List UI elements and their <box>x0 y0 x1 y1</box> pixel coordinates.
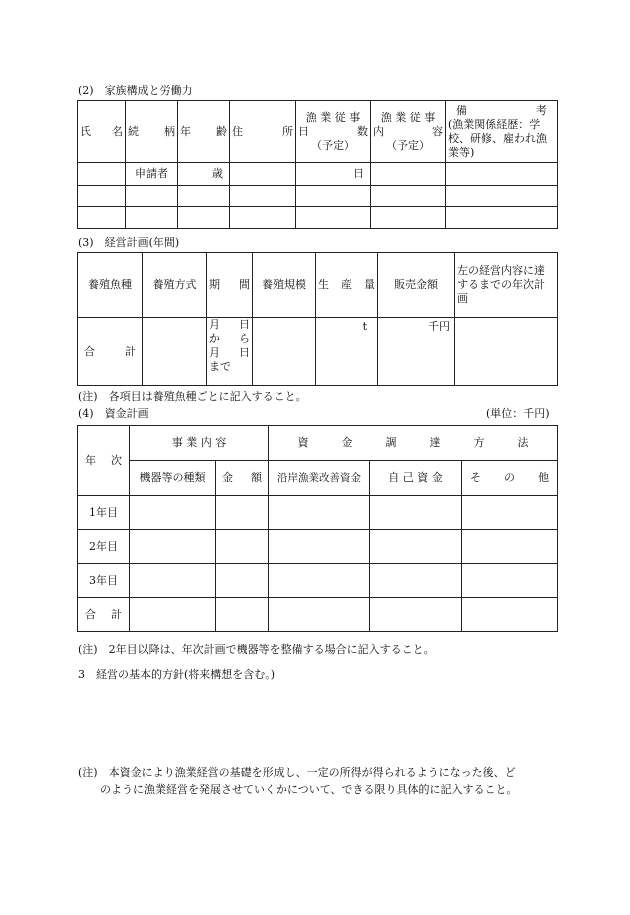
header-coastal-loan: 沿岸漁業改善資金 <box>269 461 370 496</box>
cell[interactable] <box>462 530 558 564</box>
cell[interactable] <box>296 207 371 229</box>
family-row <box>78 186 558 207</box>
header-period: 期 間 <box>207 253 253 318</box>
cell[interactable] <box>370 530 462 564</box>
cell[interactable] <box>216 598 269 632</box>
family-row <box>78 207 558 229</box>
header-equipment-kind: 機器等の種類 <box>130 461 216 496</box>
cell[interactable] <box>178 207 230 229</box>
cell[interactable] <box>126 186 178 207</box>
family-row <box>78 163 558 186</box>
cell[interactable] <box>371 186 446 207</box>
header-relation: 続 柄 <box>126 101 178 163</box>
header-scale: 養殖規模 <box>253 253 316 318</box>
plan-heading: (3) 経営計画(年間) <box>78 236 180 249</box>
cell[interactable] <box>230 163 296 186</box>
cell[interactable] <box>78 207 126 229</box>
cell[interactable] <box>253 318 316 386</box>
year-label: 3年目 <box>78 564 130 598</box>
cell[interactable] <box>130 598 216 632</box>
header-species: 養殖魚種 <box>78 253 143 318</box>
cell[interactable] <box>78 163 126 186</box>
cell[interactable] <box>130 564 216 598</box>
plan-table <box>77 252 558 386</box>
cell[interactable] <box>269 496 370 530</box>
cell[interactable] <box>462 564 558 598</box>
table-row <box>78 530 558 564</box>
cell[interactable] <box>296 186 371 207</box>
header-annual-plan: 左の経営内容に達するまでの年次計画 <box>455 253 558 318</box>
year-label: 2年目 <box>78 530 130 564</box>
family-table <box>77 100 558 229</box>
header-funding-source: 資 金 調 達 方 法 <box>269 426 558 461</box>
header-business-content: 事 業 内 容 <box>130 426 269 461</box>
cell[interactable] <box>230 207 296 229</box>
header-age: 年 齢 <box>178 101 230 163</box>
funding-unit: (単位：千円) <box>486 407 550 420</box>
header-address: 住 所 <box>230 101 296 163</box>
funding-heading: (4) 資金計画 <box>78 407 149 420</box>
family-heading: (2) 家族構成と労働力 <box>78 84 193 97</box>
cell[interactable] <box>130 530 216 564</box>
header-fishing-days: 漁 業 従 事 日 数 （予定） <box>296 101 371 163</box>
cell[interactable] <box>462 496 558 530</box>
period-cell: 月 日 か ら 月 日 まで <box>207 318 253 386</box>
cell[interactable] <box>370 598 462 632</box>
header-output: 生 産 量 <box>316 253 378 318</box>
header-other: そ の 他 <box>462 461 558 496</box>
cell[interactable] <box>371 163 446 186</box>
cell[interactable] <box>446 186 558 207</box>
cell[interactable] <box>446 207 558 229</box>
cell[interactable] <box>269 598 370 632</box>
header-fishing-work: 漁 業 従 事 内 容 （予定） <box>371 101 446 163</box>
header-method: 養殖方式 <box>143 253 207 318</box>
header-year: 年 次 <box>78 426 130 496</box>
funding-note: (注) 2年目以降は、年次計画で機器等を整備する場合に記入すること。 <box>78 643 435 656</box>
cell[interactable] <box>371 207 446 229</box>
cell[interactable] <box>455 318 558 386</box>
funding-total-label: 合 計 <box>78 598 130 632</box>
days-unit: 日 <box>296 163 371 186</box>
applicant-label: 申請者 <box>126 163 178 186</box>
plan-note: (注) 各項目は養殖魚種ごとに記入すること。 <box>78 390 307 403</box>
cell[interactable] <box>216 496 269 530</box>
header-remarks: 備 考 (漁業関係経歴：学校、研修、雇われ漁業等) <box>446 101 558 163</box>
cell[interactable] <box>370 564 462 598</box>
year-label: 1年目 <box>78 496 130 530</box>
table-row <box>78 496 558 530</box>
cell[interactable] <box>178 186 230 207</box>
cell[interactable] <box>269 564 370 598</box>
header-own-funds: 自 己 資 金 <box>370 461 462 496</box>
policy-heading: 3 経営の基本的方針(将来構想を含む。) <box>78 668 276 681</box>
sales-unit: 千円 <box>378 318 455 386</box>
table-row <box>78 598 558 632</box>
cell[interactable] <box>216 530 269 564</box>
plan-total-label: 合 計 <box>78 318 143 386</box>
table-row <box>78 564 558 598</box>
age-unit: 歳 <box>178 163 230 186</box>
header-amount: 金 額 <box>216 461 269 496</box>
cell[interactable] <box>370 496 462 530</box>
cell[interactable] <box>126 207 178 229</box>
policy-note: (注) 本資金により漁業経営の基礎を形成し、一定の所得が得られるようになった後、ど のように漁業経営を発展させていくかについて、できる限り具体的に記入すること。 <box>78 766 518 796</box>
cell[interactable] <box>78 186 126 207</box>
header-sales: 販売金額 <box>378 253 455 318</box>
cell[interactable] <box>216 564 269 598</box>
output-unit: t <box>316 318 378 386</box>
funding-table <box>77 425 558 632</box>
cell[interactable] <box>462 598 558 632</box>
cell[interactable] <box>143 318 207 386</box>
cell[interactable] <box>446 163 558 186</box>
cell[interactable] <box>269 530 370 564</box>
cell[interactable] <box>230 186 296 207</box>
header-name: 氏 名 <box>78 101 126 163</box>
cell[interactable] <box>130 496 216 530</box>
